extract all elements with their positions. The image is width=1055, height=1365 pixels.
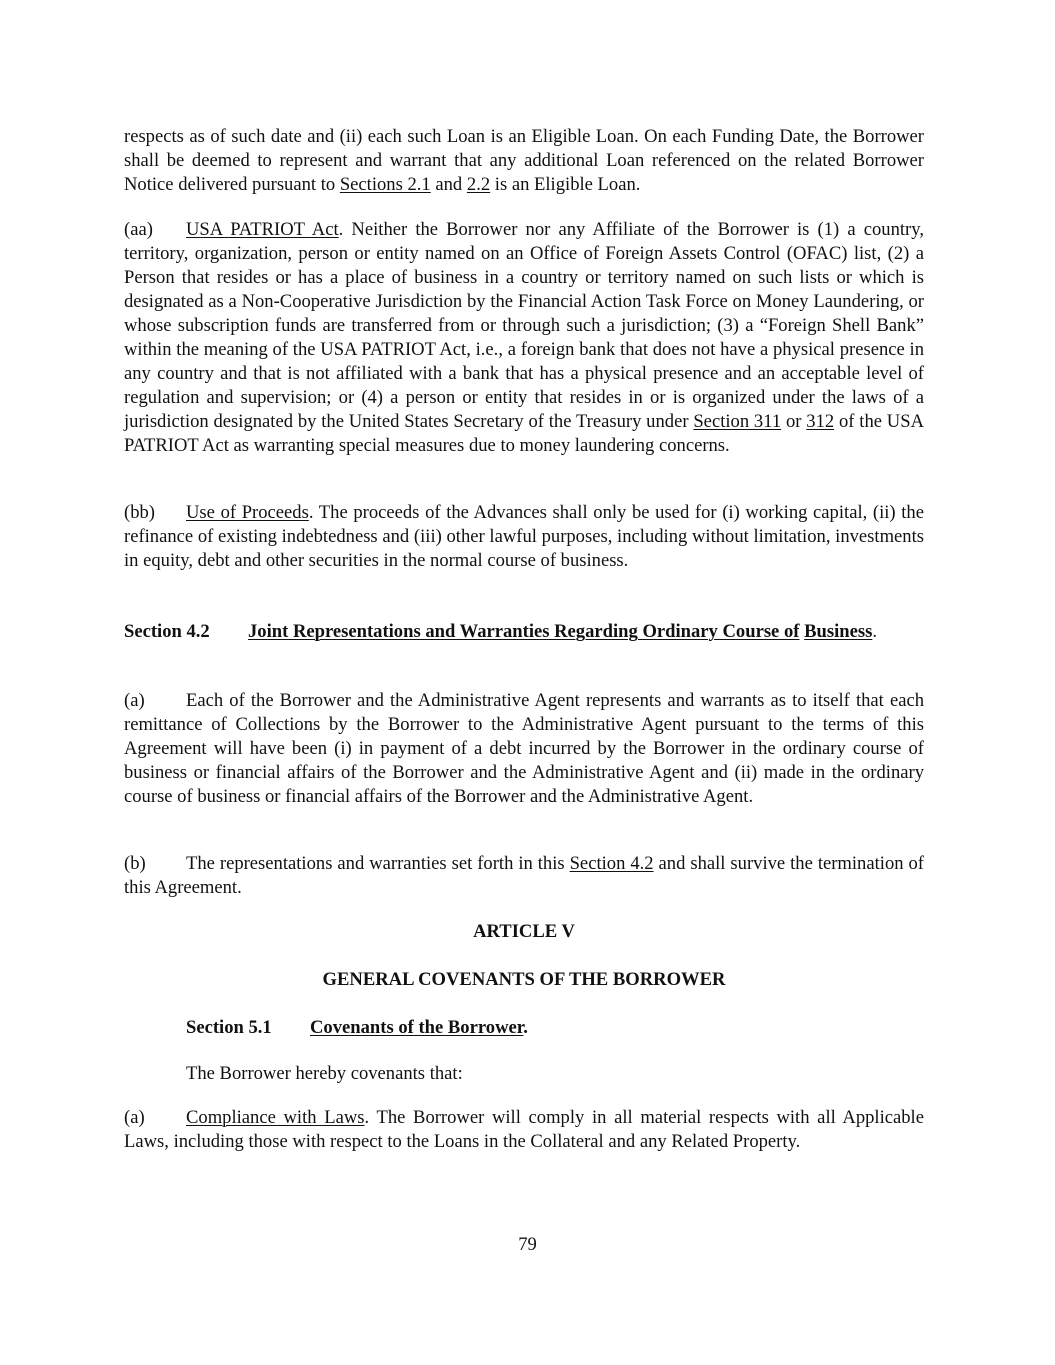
section-label: Section 5.1: [186, 1017, 272, 1038]
clause-number: (a): [124, 1107, 145, 1128]
clause-text: or: [781, 411, 807, 432]
clause-text: The representations and warranties set forth in this: [186, 853, 570, 874]
clause-bb: [124, 501, 924, 573]
clause-text: and shall survive the termination of this Agreement.: [124, 853, 924, 898]
clause-number: (aa): [124, 219, 153, 240]
section-reference: 2.2: [466, 174, 491, 195]
clause-text: . The proceeds of the Advances shall only be used for (i) working capital, (ii) the refinance of existing indebtedness and (iii) other lawful purposes, including without limitation, investments in equity, debt and other securities in the normal course of business.: [124, 502, 924, 571]
paragraph-text: and: [430, 174, 467, 195]
section-4-2-heading: [124, 620, 924, 644]
page-number: 79: [518, 1234, 537, 1255]
section-reference: Section 311: [693, 411, 782, 432]
clause-aa: [124, 218, 924, 458]
section-reference: 312: [806, 411, 835, 432]
clause-text: . The Borrower will comply in all material respects with all Applicable Laws, including those with respect to the Loans in the Collateral and any Related Property.: [124, 1107, 924, 1152]
article-number: ARTICLE V: [473, 921, 575, 942]
section-title-period: .: [523, 1017, 528, 1038]
section-title-period: .: [872, 621, 877, 642]
clause-heading: Compliance with Laws: [186, 1107, 365, 1128]
section-5-1-heading: [186, 1016, 926, 1040]
article-title: GENERAL COVENANTS OF THE BORROWER: [322, 969, 726, 990]
clause-heading: Use of Proceeds: [186, 502, 309, 523]
paragraph-text: respects as of such date and (ii) each such Loan is an Eligible Loan. On each Funding Date, the Borrower shall be deemed to represent and warrant that any additional Loan referenced on the related Borrower Notice delivered pursuant to: [124, 126, 924, 195]
clause-text: . Neither the Borrower nor any Affiliate of the Borrower is (1) a country, territory, organization, person or entity named on an Office of Foreign Assets Control (OFAC) list, (2) a Person that resides or has a place of business in a country or territory named on such lists or which is designated as a Non-Cooperative Jurisdiction by the Financial Action Task Force on Money Laundering, or whose subscription funds are transferred from or through such a jurisdiction; (3) a “Foreign Shell Bank” within the meaning of the USA PATRIOT Act, i.e., a foreign bank that does not have a physical presence in any country and that is not affiliated with a bank that has a physical presence and an acceptable level of regulation and supervision; or (4) a person or entity that resides in or is organized under the laws of a jurisdiction designated by the United States Secretary of the Treasury under: [124, 219, 924, 432]
clause-4-2-a: [124, 689, 924, 809]
clause-text: of the USA PATRIOT Act as warranting special measures due to money laundering concerns.: [124, 411, 925, 456]
clause-number: (bb): [124, 502, 155, 523]
paragraph-continuation: [124, 125, 924, 197]
section-label: Section 4.2: [124, 621, 210, 642]
clause-number: (b): [124, 853, 146, 874]
section-reference: Section 4.2: [569, 853, 654, 874]
paragraph-text: is an Eligible Loan.: [490, 174, 641, 195]
clause-5-1-a: [124, 1106, 924, 1154]
clause-number: (a): [124, 690, 145, 711]
section-title: Business: [804, 621, 873, 642]
section-title: Joint Representations and Warranties Regarding Ordinary Course of: [248, 621, 800, 642]
clause-text: Each of the Borrower and the Administrative Agent represents and warrants as to itself that each remittance of Collections by the Borrower to the Administrative Agent pursuant to the terms of this Agreement will have been (i) in payment of a debt incurred by the Borrower in the ordinary course of business or financial affairs of the Borrower and the Administrative Agent and (ii) made in the ordinary course of business or financial affairs of the Borrower and the Administrative Agent.: [124, 690, 924, 807]
clause-heading: USA PATRIOT Act: [186, 219, 339, 240]
section-5-1-intro: The Borrower hereby covenants that:: [186, 1063, 463, 1084]
clause-4-2-b: [124, 852, 924, 900]
section-reference: Sections 2.1: [339, 174, 431, 195]
section-title: Covenants of the Borrower: [310, 1017, 524, 1038]
